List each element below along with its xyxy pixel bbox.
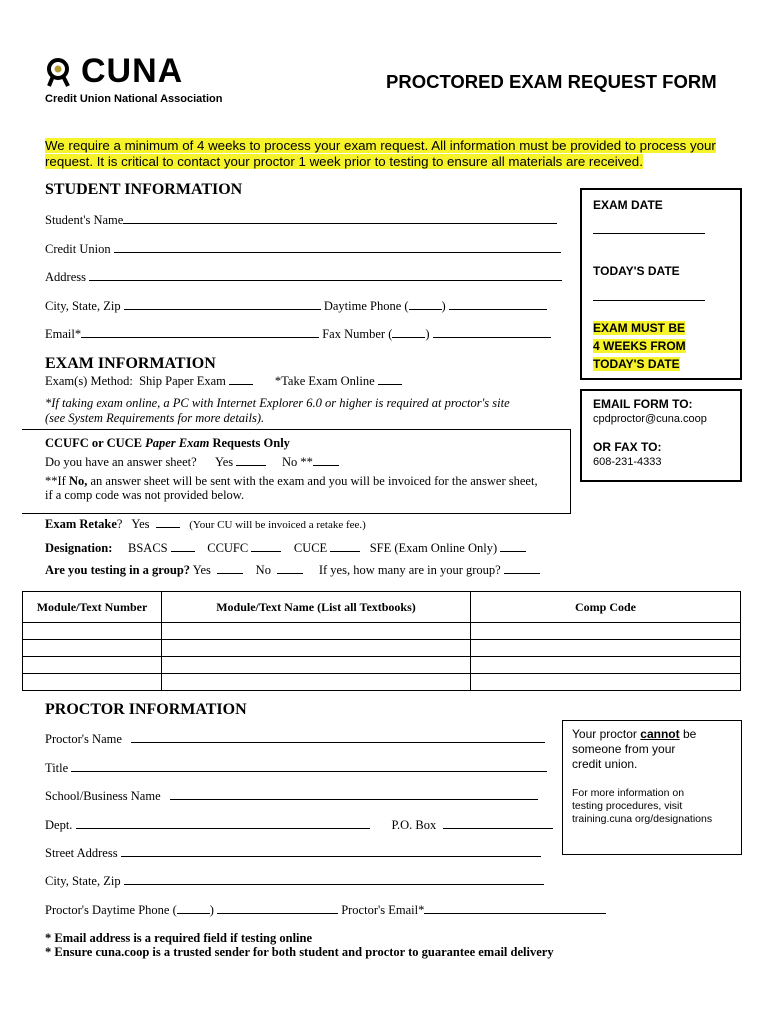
notice-line-1: We require a minimum of 4 weeks to process your exam request. All information must be provided to process your [45, 138, 716, 153]
proctor-heading: PROCTOR INFORMATION [45, 701, 247, 718]
proctor-dept-field[interactable]: Dept. P.O. Box [45, 818, 553, 833]
online-note-1: *If taking exam online, a PC with Internet Explorer 6.0 or higher is required at proctor's site [45, 396, 510, 410]
module-name-cell[interactable] [162, 623, 471, 640]
fax-number: 608-231-4333 [593, 456, 662, 468]
fax-heading: OR FAX TO: [593, 440, 662, 454]
proctor-phone-field[interactable]: Proctor's Daytime Phone ( ) Proctor's Email* [45, 903, 606, 918]
ccufc-heading: CCUFC or CUCE Paper Exam Requests Only [45, 436, 290, 450]
proctor-name-field[interactable]: Proctor's Name [45, 732, 545, 747]
must-line-2: 4 WEEKS FROM [593, 339, 686, 353]
exam-heading: EXAM INFORMATION [45, 355, 216, 372]
form-title: PROCTORED EXAM REQUEST FORM [386, 71, 717, 92]
exam-date-input[interactable] [593, 223, 705, 234]
designation-sfe[interactable]: SFE (Exam Online Only) [370, 541, 527, 555]
email-form-address[interactable]: cpdproctor@cuna.coop [593, 413, 707, 425]
address-field[interactable]: Address [45, 270, 562, 285]
exam-date-box [580, 188, 742, 380]
comp-code-cell[interactable] [471, 640, 741, 657]
group-count[interactable]: If yes, how many are in your group? [319, 563, 540, 577]
module-number-cell[interactable] [23, 623, 162, 640]
if-no-note: **If No, an answer sheet will be sent with the exam and you will be invoiced for the answer sheet, [45, 474, 538, 488]
answer-sheet-no[interactable]: No ** [282, 455, 339, 469]
comp-code-cell[interactable] [471, 623, 741, 640]
module-number-cell[interactable] [23, 657, 162, 674]
module-name-cell[interactable] [162, 657, 471, 674]
designation-cuce[interactable]: CUCE [294, 541, 360, 555]
proctor-info-line-1: For more information on [572, 787, 685, 799]
module-table [22, 591, 741, 691]
must-line-1: EXAM MUST BE [593, 321, 686, 335]
proctor-notice-line-2: someone from your [572, 742, 676, 756]
online-note-2: (see System Requirements for more details). [45, 411, 265, 425]
designation-row: Designation: BSACS CCUFC CUCE SFE (Exam Online Only) [45, 541, 526, 556]
proctor-info-line-3[interactable]: training.cuna org/designations [572, 813, 713, 825]
col-module-number: Module/Text Number [23, 592, 162, 623]
module-number-cell[interactable] [23, 674, 162, 691]
logo-tagline: Credit Union National Association [45, 93, 223, 105]
todays-date-label: TODAY'S DATE [593, 264, 680, 278]
module-name-cell[interactable] [162, 674, 471, 691]
student-city-field[interactable]: City, State, Zip Daytime Phone ( ) [45, 299, 547, 314]
footer-note-2: * Ensure cuna.coop is a trusted sender for both student and proctor to guarantee email delivery [45, 945, 554, 959]
student-name-field[interactable]: Student's Name [45, 213, 557, 228]
table-row [23, 623, 741, 640]
student-heading: STUDENT INFORMATION [45, 181, 243, 198]
cuna-emblem-icon [45, 58, 75, 88]
answer-sheet-yes[interactable]: Yes [215, 455, 266, 469]
group-row: Are you testing in a group? Yes No If yes, how many are in your group? [45, 563, 540, 578]
designation-bsacs[interactable]: BSACS [128, 541, 195, 555]
proctor-street-field[interactable]: Street Address [45, 846, 541, 861]
retake-yes[interactable]: Yes [131, 517, 179, 531]
credit-union-field[interactable]: Credit Union [45, 242, 561, 257]
table-row [23, 640, 741, 657]
proctor-notice-line-1: Your proctor cannot be [572, 727, 697, 741]
must-line-3: TODAY'S DATE [593, 357, 680, 371]
proctor-info-line-2: testing procedures, visit [572, 800, 683, 812]
proctor-notice-line-3: credit union. [572, 757, 638, 771]
todays-date-input[interactable] [593, 290, 705, 301]
comp-code-cell[interactable] [471, 657, 741, 674]
notice-line-2: request. It is critical to contact your proctor 1 week prior to testing to ensure all materials are received. [45, 154, 643, 169]
col-comp-code: Comp Code [471, 592, 741, 623]
exam-date-label: EXAM DATE [593, 198, 663, 212]
retake-row: Exam Retake? Yes (Your CU will be invoiced a retake fee.) [45, 517, 366, 531]
module-name-cell[interactable] [162, 640, 471, 657]
ship-paper-option[interactable]: Ship Paper Exam [139, 374, 253, 388]
exam-method-row: Exam(s) Method: Ship Paper Exam *Take Exam Online [45, 374, 402, 389]
proctor-school-field[interactable]: School/Business Name [45, 789, 538, 804]
if-no-note-2: if a comp code was not provided below. [45, 488, 245, 502]
proctor-city-field[interactable]: City, State, Zip [45, 874, 544, 889]
col-module-name: Module/Text Name (List all Textbooks) [162, 592, 471, 623]
table-row [23, 657, 741, 674]
contact-box [580, 389, 742, 482]
answer-sheet-row: Do you have an answer sheet? Yes No ** [45, 455, 339, 470]
module-number-cell[interactable] [23, 640, 162, 657]
module-table-header [23, 592, 741, 623]
comp-code-cell[interactable] [471, 674, 741, 691]
proctor-title-field[interactable]: Title [45, 761, 547, 776]
group-no[interactable]: No [256, 563, 304, 577]
table-row [23, 674, 741, 691]
designation-ccufc[interactable]: CCUFC [207, 541, 281, 555]
footer-note-1: * Email address is a required field if testing online [45, 931, 313, 945]
group-yes[interactable]: Yes [193, 563, 243, 577]
logo-brand: CUNA [81, 52, 184, 90]
email-form-heading: EMAIL FORM TO: [593, 397, 693, 411]
student-email-field[interactable]: Email* Fax Number ( ) [45, 327, 551, 342]
take-online-option[interactable]: *Take Exam Online [275, 374, 402, 388]
